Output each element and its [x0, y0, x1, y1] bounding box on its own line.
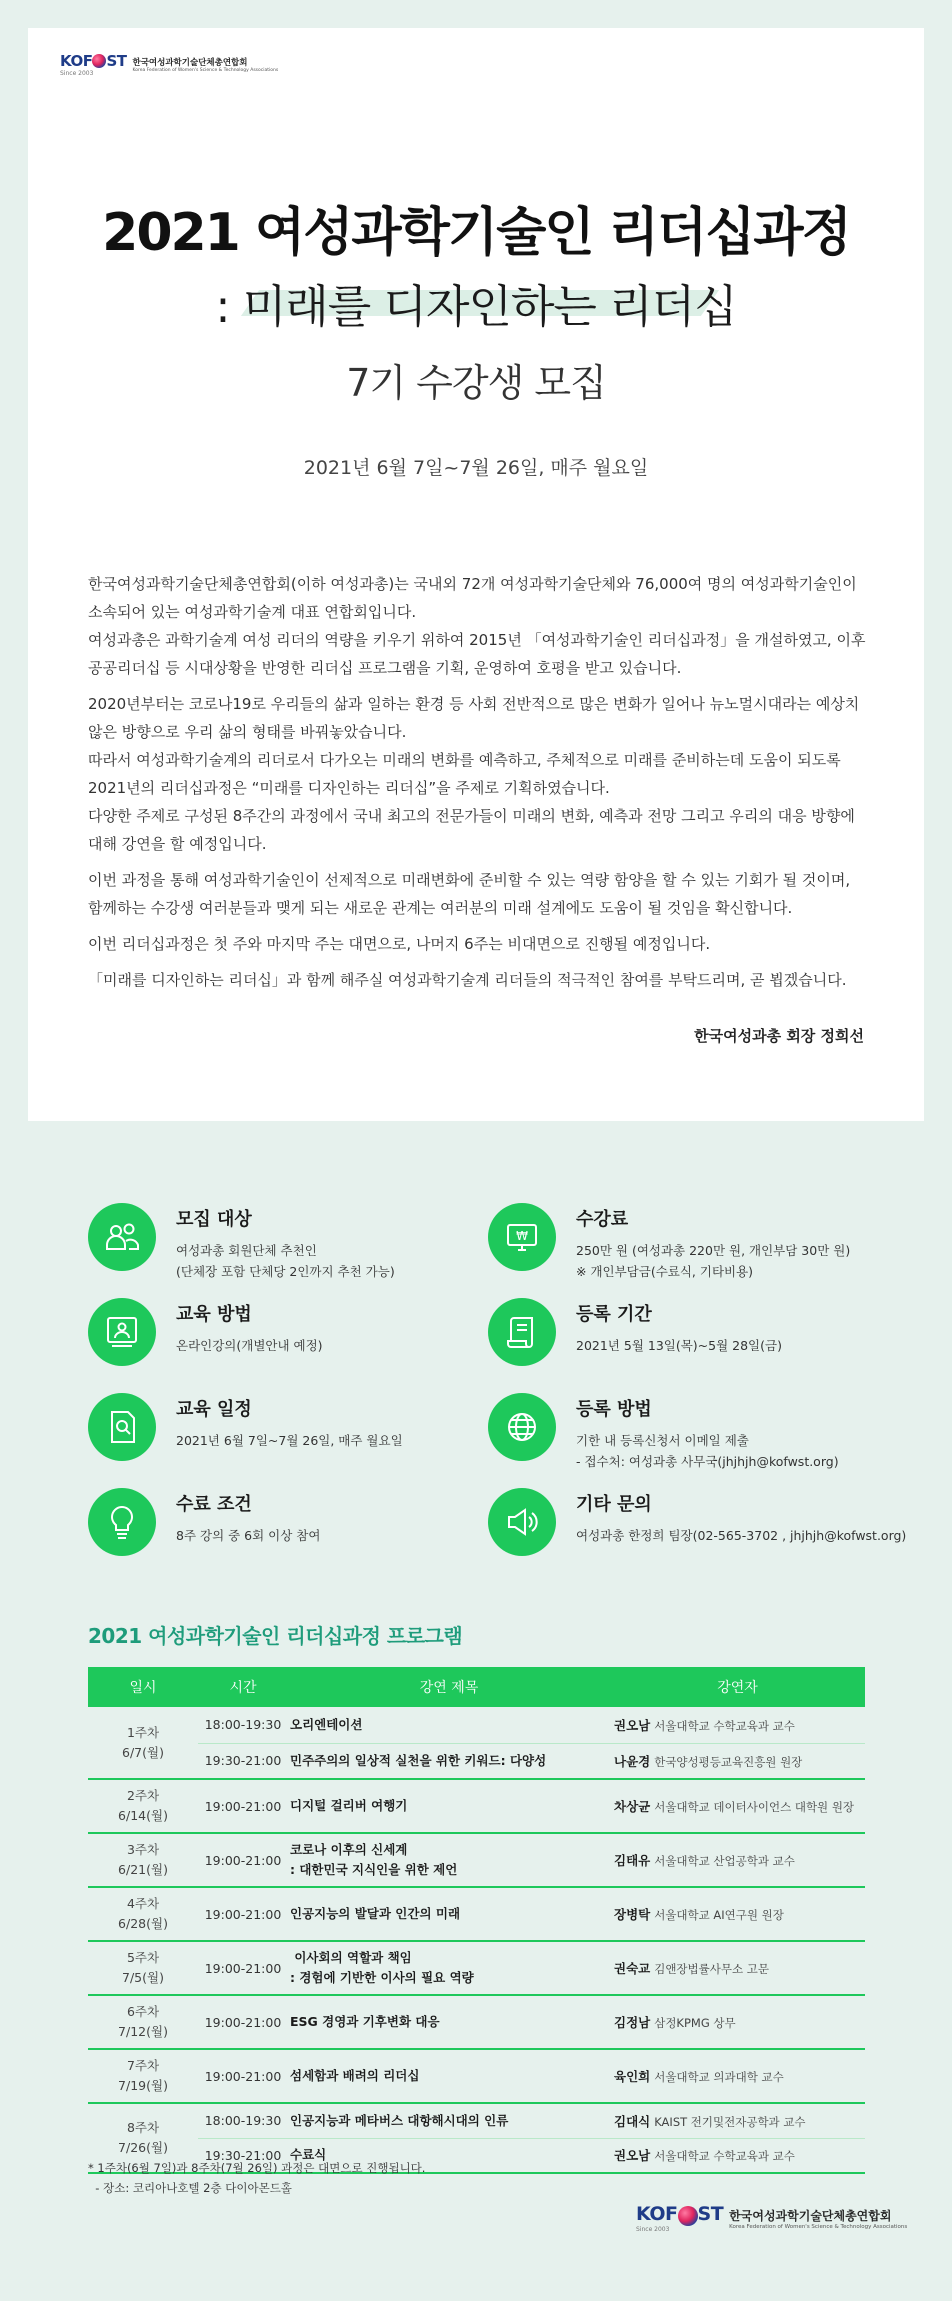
table-row: 5주차 7/5(월) 19:00-21:00 이사회의 역할과 책임 : 경험에 기반한 이사의 필요 역량 권숙교 김앤장법률사무소 고문: [88, 1941, 865, 1995]
program-footnote: * 1주차(6월 7일)과 8주차(7월 26일) 과정은 대면으로 진행됩니다. - 장소: 코리아나호텔 2층 다이아몬드홀: [88, 2161, 426, 2195]
people-icon: [88, 1203, 156, 1271]
globe-icon: [488, 1393, 556, 1461]
won-monitor-icon: [488, 1203, 556, 1271]
org-name-ko: 한국여성과학기술단체총연합회: [729, 2208, 892, 2223]
lightbulb-icon: [88, 1488, 156, 1556]
info-target: 모집 대상 여성과총 회원단체 추천인 (단체장 포함 단체당 2인까지 추천 가능): [88, 1203, 395, 1282]
logo-since: Since 2003: [60, 70, 94, 77]
svg-text:₩: ₩: [516, 1229, 528, 1243]
info-period: 등록 기간 2021년 5월 13일(목)~5월 28일(금): [488, 1298, 782, 1366]
scroll-icon: [488, 1298, 556, 1366]
org-name-en: Korea Federation of Women's Science & Technology Associations: [132, 68, 279, 73]
online-class-icon: [88, 1298, 156, 1366]
table-row: 1주차 6/7(월) 18:00-19:30 오리엔테이션 권오남 서울대학교 수학교육과 교수: [88, 1707, 865, 1743]
recruit-title: 7기 수강생 모집: [346, 361, 606, 405]
header-topic: 강연 제목: [288, 1667, 610, 1707]
megaphone-icon: [488, 1488, 556, 1556]
org-name-ko: 한국여성과학기술단체총연합회: [132, 58, 248, 68]
signature: 한국여성과총 회장 정희선: [694, 1027, 864, 1045]
logo-globe-icon: [92, 54, 106, 68]
intro-text: [88, 570, 868, 1002]
document-search-icon: [88, 1393, 156, 1461]
table-row: 6주차 7/12(월) 19:00-21:00 ESG 경영과 기후변화 대응 김정남 삼정KPMG 상무: [88, 1995, 865, 2049]
info-fee: ₩ 수강료 250만 원 (여성과총 220만 원, 개인부담 30만 원) ※ 개인부담금(수료식, 기타비용): [488, 1203, 850, 1282]
sub-title: : 미래를 디자인하는 리더십: [215, 280, 737, 333]
intro-paragraph: 2020년부터는 코로나19로 우리들의 삶과 일하는 환경 등 사회 전반적으로 많은 변화가 일어나 뉴노멀시대라는 예상치않은 방향으로 우리 삶의 형태를 바꿔놓았습니다. 따라서 여성과학기술계의 리더로서 다가오는 미래의 변화를 예측하고, 주체적으로 미래를 준비하는데 도움이 되도록 2021년의 리더십과정은 “미래를 디자인하는 리더십”을 주제로 기획하였습니다. 다양한 주제로 구성된 8주간의 과정에서 국내 최고의 전문가들이 미래의 변화, 예측과 전망 그리고 우리의 대응 방향에 대해 강연을 할 예정입니다.: [88, 695, 860, 853]
intro-paragraph: 이번 과정을 통해 여성과학기술인이 선제적으로 미래변화에 준비할 수 있는 역량 함양을 할 수 있는 기회가 될 것이며, 함께하는 수강생 여러분들과 맺게 되는 새로운 관계는 여러분의 미래 설계에도 도움이 될 것임을 확신합니다.: [88, 871, 851, 917]
intro-paragraph: 「미래를 디자인하는 리더십」과 함께 해주실 여성과학기술계 리더들의 적극적인 참여를 부탁드리며, 곧 뵙겠습니다.: [88, 971, 847, 989]
logo-since: Since 2003: [636, 2226, 670, 2233]
logo-mark: KOF ST Since 2003: [636, 2203, 724, 2233]
table-row: 2주차 6/14(월) 19:00-21:00 디지털 걸리버 여행기 차상균 서울대학교 데이터사이언스 대학원 원장: [88, 1779, 865, 1833]
program-table: [88, 1667, 865, 2174]
info-method: 교육 방법 온라인강의(개별안내 예정): [88, 1298, 323, 1366]
info-schedule: 교육 일정 2021년 6월 7일~7월 26일, 매주 월요일: [88, 1393, 403, 1461]
org-name-en: Korea Federation of Women's Science & Technology Associations: [729, 2223, 908, 2230]
intro-paragraph: 한국여성과학기술단체총연합회(이하 여성과총)는 국내외 72개 여성과학기술단체와 76,000여 명의 여성과학기술인이 소속되어 있는 여성과학기술계 대표 연합회입니다. 여성과총은 과학기술계 여성 리더의 역량을 키우기 위하여 2015년 「여성과학기술인 리더십과정」을 개설하였고, 이후 공공리더십 등 시대상황을 반영한 리더십 프로그램을 기획, 운영하여 호평을 받고 있습니다.: [88, 575, 866, 677]
table-row: 19:30-21:00 민주주의의 일상적 실천을 위한 키워드: 다양성 나윤경 한국양성평등교육진흥원 원장: [88, 1743, 865, 1779]
table-row: 3주차 6/21(월) 19:00-21:00 코로나 이후의 신세계 : 대한민국 지식인을 위한 제언 김태유 서울대학교 산업공학과 교수: [88, 1833, 865, 1887]
info-inquiry: 기타 문의 여성과총 한정희 팀장(02-565-3702 , jhjhjh@kofwst.org): [488, 1488, 906, 1556]
main-title: 2021 여성과학기술인 리더십과정: [102, 203, 850, 263]
header-time: 시간: [198, 1667, 288, 1707]
table-row: 19:30-21:00 수료식 권오남 서울대학교 수학교육과 교수: [88, 2138, 865, 2173]
table-row: 7주차 7/19(월) 19:00-21:00 섬세함과 배려의 리더십 육인희 서울대학교 의과대학 교수: [88, 2049, 865, 2103]
kofwst-logo-footer: [636, 2203, 907, 2233]
header-date: 일시: [88, 1667, 198, 1707]
program-title: 2021 여성과학기술인 리더십과정 프로그램: [88, 1624, 463, 1648]
logo-mark: KOF ST Since 2003: [60, 52, 127, 77]
logo-globe-icon: [678, 2206, 698, 2226]
intro-paragraph: 이번 리더십과정은 첫 주와 마지막 주는 대면으로, 나머지 6주는 비대면으로 진행될 예정입니다.: [88, 935, 711, 953]
info-register: 등록 방법 기한 내 등록신청서 이메일 제출 - 접수처: 여성과총 사무국(jhjhjh@kofwst.org): [488, 1393, 839, 1472]
header-speaker: 강연자: [610, 1667, 865, 1707]
table-header-row: [88, 1667, 865, 1707]
table-row: 8주차 7/26(월) 18:00-19:30 인공지능과 메타버스 대항해시대의 인류 김대식 KAIST 전기및전자공학과 교수: [88, 2103, 865, 2138]
course-date: 2021년 6월 7일~7월 26일, 매주 월요일: [303, 457, 649, 479]
table-row: 4주차 6/28(월) 19:00-21:00 인공지능의 발달과 인간의 미래 장병탁 서울대학교 AI연구원 원장: [88, 1887, 865, 1941]
info-completion: 수료 조건 8주 강의 중 6회 이상 참여: [88, 1488, 320, 1556]
kofwst-logo: [60, 52, 278, 77]
